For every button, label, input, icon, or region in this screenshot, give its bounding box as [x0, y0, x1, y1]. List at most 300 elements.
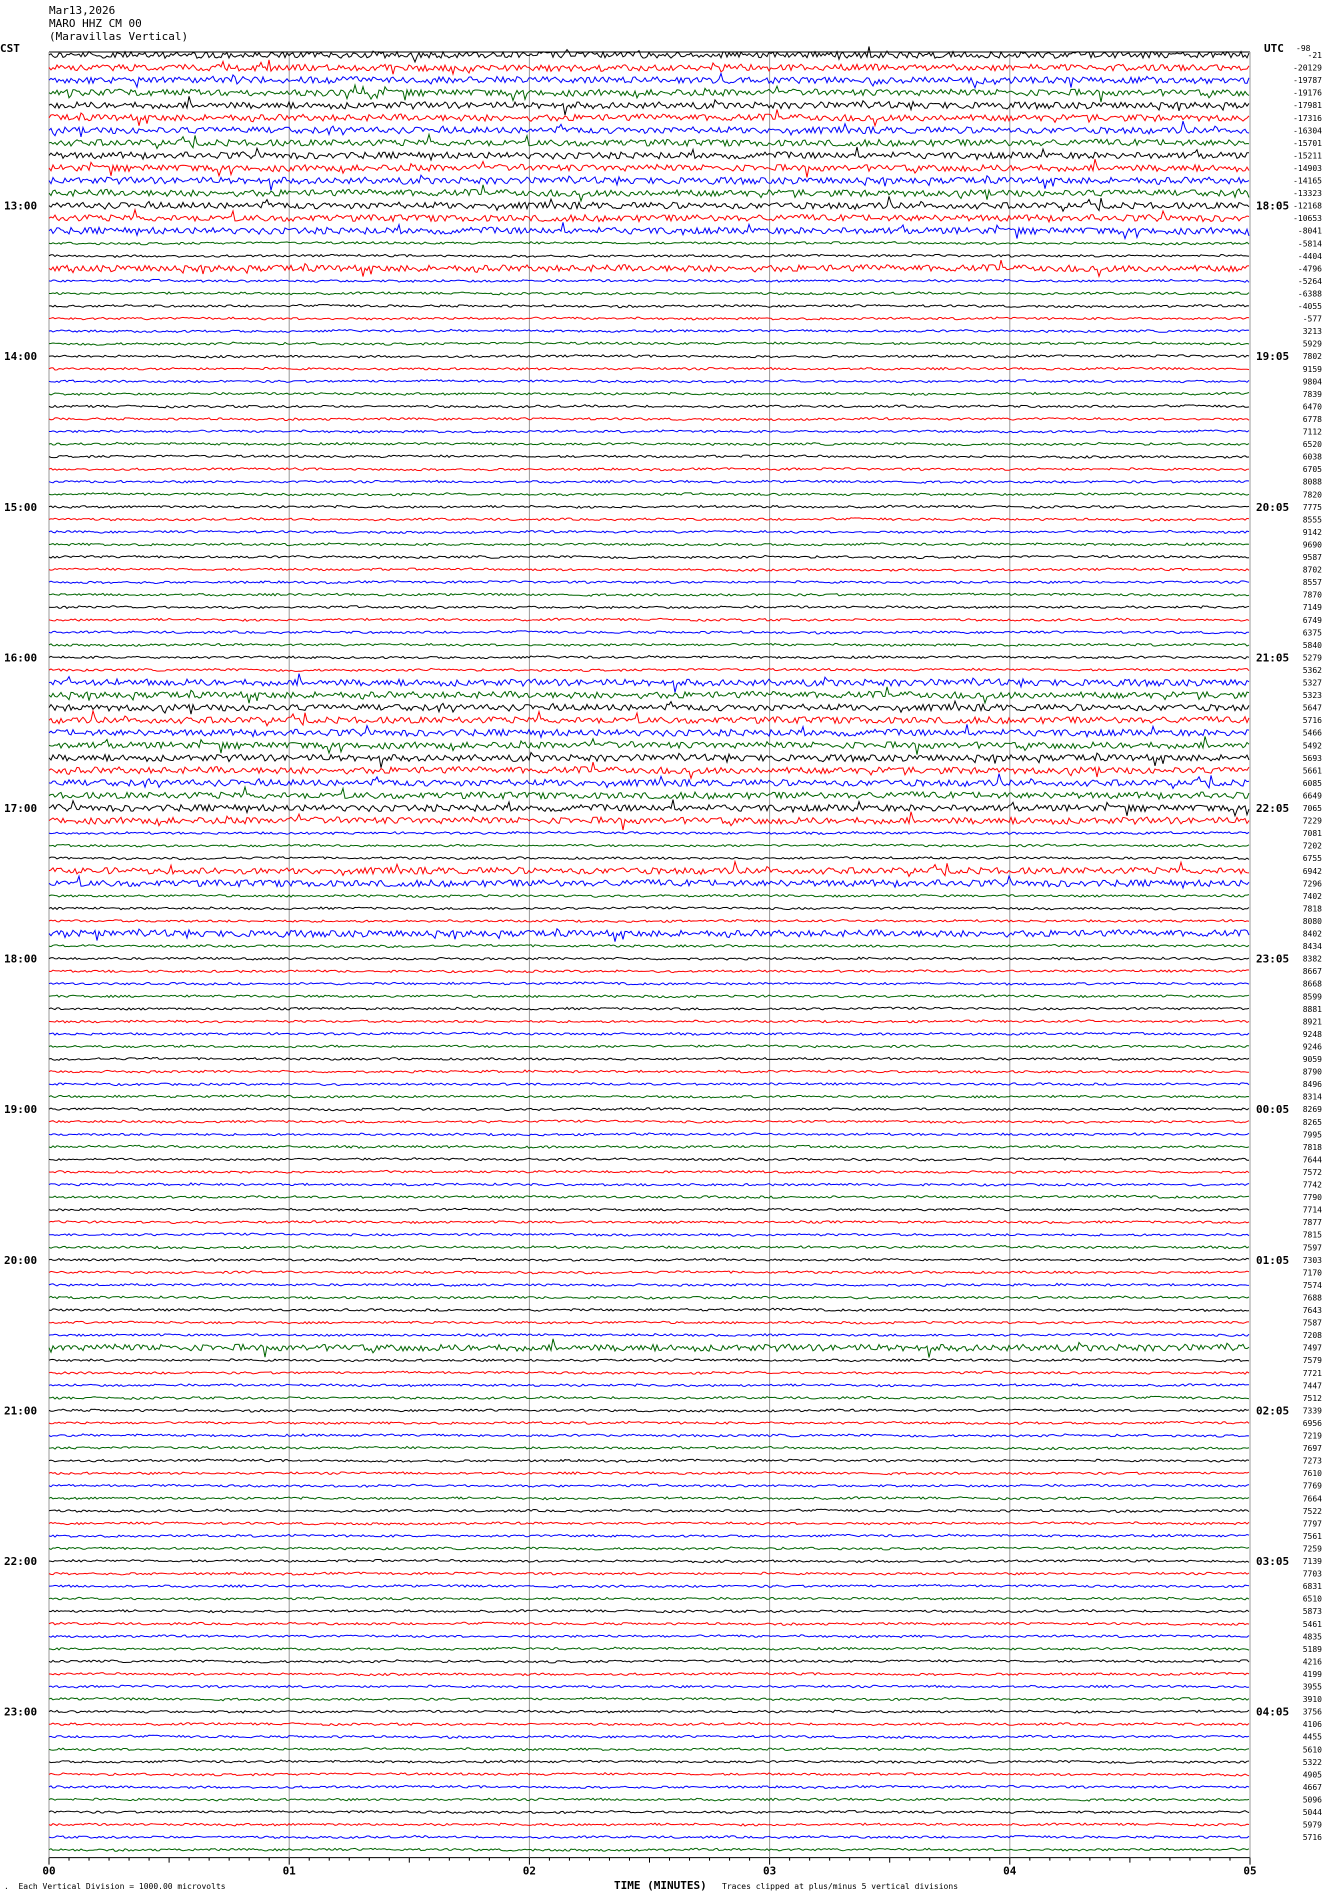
- trace-row: [49, 480, 1249, 483]
- trace-row: [49, 957, 1249, 960]
- row-offset-label: 4905: [1302, 1770, 1322, 1780]
- row-offset-label: 7742: [1302, 1180, 1322, 1190]
- row-offset-label: -14165: [1293, 176, 1322, 186]
- row-offset-label: 7339: [1302, 1406, 1322, 1416]
- trace-row: [49, 329, 1249, 332]
- trace-row: [49, 643, 1249, 646]
- trace-row: [49, 568, 1249, 571]
- trace-row: [49, 1221, 1249, 1224]
- trace-row: [49, 260, 1249, 276]
- row-offset-label: 5461: [1302, 1619, 1322, 1629]
- row-offset-label: -10653: [1293, 214, 1322, 224]
- trace-row: [49, 1057, 1249, 1060]
- trace-row: [49, 970, 1249, 973]
- trace-row: [49, 1384, 1249, 1387]
- trace-row: [49, 222, 1249, 238]
- row-offset-label: 8496: [1302, 1080, 1322, 1090]
- trace-row: [49, 1195, 1249, 1198]
- scale-note: . Each Vertical Division = 1000.00 microvolts: [4, 1882, 226, 1891]
- top-right-label: -98: [1296, 44, 1311, 53]
- trace-row: [49, 1371, 1249, 1374]
- row-offset-label: 7775: [1302, 502, 1322, 512]
- row-offset-label: 7402: [1302, 891, 1322, 901]
- trace-row: [49, 1434, 1249, 1437]
- row-offset-label: 8434: [1302, 942, 1322, 952]
- row-offset-label: 6956: [1302, 1418, 1322, 1428]
- row-offset-label: 5279: [1302, 653, 1322, 663]
- row-offset-label: -17316: [1293, 113, 1322, 123]
- row-offset-label: -14903: [1293, 163, 1322, 173]
- row-offset-label: 9248: [1302, 1029, 1322, 1039]
- row-offset-label: 7273: [1302, 1456, 1322, 1466]
- row-offset-label: 6375: [1302, 628, 1322, 638]
- row-offset-label: 4835: [1302, 1632, 1322, 1642]
- row-offset-label: 7818: [1302, 1142, 1322, 1152]
- row-offset-label: 4106: [1302, 1720, 1322, 1730]
- row-offset-label: 9690: [1302, 540, 1322, 550]
- trace-row: [49, 147, 1249, 160]
- row-offset-label: 5362: [1302, 665, 1322, 675]
- trace-row: [49, 134, 1249, 148]
- utc-hour-label: 21:05: [1256, 651, 1290, 665]
- row-offset-label: -4404: [1297, 251, 1322, 261]
- trace-row: [49, 857, 1249, 860]
- trace-row: [49, 1108, 1249, 1111]
- trace-row: [49, 196, 1249, 211]
- cst-hour-label: 18:00: [4, 952, 38, 966]
- trace-row: [49, 1547, 1249, 1550]
- row-offset-label: 6085: [1302, 778, 1322, 788]
- trace-row: [49, 1522, 1249, 1525]
- row-offset-label: 7208: [1302, 1331, 1322, 1341]
- row-offset-label: 7081: [1302, 829, 1322, 839]
- trace-row: [49, 342, 1249, 345]
- row-offset-label: -577: [1302, 314, 1322, 324]
- trace-row: [49, 1710, 1249, 1713]
- trace-row: [49, 1359, 1249, 1362]
- trace-row: [49, 1610, 1249, 1613]
- row-offset-label: 7820: [1302, 490, 1322, 500]
- trace-row: [49, 1685, 1249, 1688]
- trace-row: [49, 1698, 1249, 1701]
- trace-row: [49, 1585, 1249, 1588]
- trace-row: [49, 787, 1249, 799]
- row-offset-label: 5979: [1302, 1820, 1322, 1830]
- trace-row: [49, 907, 1249, 910]
- trace-row: [49, 1271, 1249, 1274]
- cst-hour-label: 16:00: [4, 651, 38, 665]
- trace-row: [49, 1848, 1249, 1851]
- row-offset-label: 5323: [1302, 691, 1322, 701]
- trace-row: [49, 1333, 1249, 1336]
- row-offset-label: 7664: [1302, 1494, 1322, 1504]
- row-offset-label: 6038: [1302, 452, 1322, 462]
- trace-row: [49, 656, 1249, 659]
- trace-row: [49, 367, 1249, 370]
- trace-row: [49, 1032, 1249, 1035]
- clip-note: Traces clipped at plus/minus 5 vertical divisions: [722, 1882, 959, 1891]
- row-offset-label: 6749: [1302, 615, 1322, 625]
- trace-row: [49, 1283, 1249, 1286]
- trace-row: [49, 844, 1249, 847]
- utc-hour-label: 22:05: [1256, 802, 1290, 815]
- trace-row: [49, 631, 1249, 634]
- trace-row: [49, 1396, 1249, 1399]
- row-offset-label: 7219: [1302, 1431, 1322, 1441]
- trace-row: [49, 1321, 1249, 1324]
- row-offset-label: 6649: [1302, 791, 1322, 801]
- trace-row: [49, 800, 1249, 816]
- row-offset-label: 6755: [1302, 854, 1322, 864]
- x-tick-label: 02: [522, 1864, 537, 1878]
- row-offset-label: 6705: [1302, 465, 1322, 475]
- trace-row: [49, 674, 1249, 693]
- station-code: MARO HHZ CM 00: [49, 17, 142, 30]
- cst-hour-label: 21:00: [4, 1404, 38, 1418]
- trace-row: [49, 1748, 1249, 1751]
- row-offset-label: 3910: [1302, 1695, 1322, 1705]
- row-offset-label: 8790: [1302, 1067, 1322, 1077]
- trace-row: [49, 606, 1249, 609]
- trace-row: [49, 1007, 1249, 1010]
- row-offset-label: 4667: [1302, 1782, 1322, 1792]
- row-offset-label: 7769: [1302, 1481, 1322, 1491]
- row-offset-label: 7688: [1302, 1293, 1322, 1303]
- trace-row: [49, 430, 1249, 433]
- row-offset-label: 7610: [1302, 1469, 1322, 1479]
- row-offset-label: 4455: [1302, 1732, 1322, 1742]
- row-offset-label: -6388: [1297, 289, 1322, 299]
- row-offset-label: 7574: [1302, 1280, 1322, 1290]
- trace-row: [49, 1339, 1249, 1358]
- row-offset-label: 8599: [1302, 992, 1322, 1002]
- trace-row: [49, 555, 1249, 558]
- trace-row: [49, 455, 1249, 458]
- trace-row: [49, 581, 1249, 584]
- trace-row: [49, 1559, 1249, 1562]
- trace-row: [49, 175, 1249, 190]
- trace-row: [49, 711, 1249, 726]
- trace-row: [49, 392, 1249, 395]
- row-offset-label: 3756: [1302, 1707, 1322, 1717]
- trace-row: [49, 982, 1249, 985]
- cst-hour-label: 19:00: [4, 1103, 38, 1117]
- row-offset-label: 8402: [1302, 929, 1322, 939]
- row-offset-label: 8668: [1302, 979, 1322, 989]
- trace-row: [49, 1660, 1249, 1663]
- row-offset-label: 5096: [1302, 1795, 1322, 1805]
- row-offset-label: 5044: [1302, 1808, 1322, 1817]
- trace-row: [49, 812, 1249, 830]
- row-offset-label: 7995: [1302, 1130, 1322, 1140]
- row-offset-label: 7512: [1302, 1393, 1322, 1403]
- trace-row: [49, 1497, 1249, 1500]
- trace-row: [49, 1095, 1249, 1098]
- trace-row: [49, 1635, 1249, 1638]
- trace-row: [49, 1296, 1249, 1299]
- trace-row: [49, 736, 1249, 754]
- row-offset-label: 7815: [1302, 1230, 1322, 1240]
- trace-row: [49, 380, 1249, 383]
- row-offset-label: 9159: [1302, 364, 1322, 374]
- cst-hour-label: 22:00: [4, 1555, 38, 1568]
- trace-row: [49, 753, 1249, 768]
- row-offset-label: 7259: [1302, 1544, 1322, 1554]
- row-offset-label: -15701: [1293, 138, 1322, 148]
- row-offset-label: 8080: [1302, 916, 1322, 926]
- row-offset-label: 5466: [1302, 728, 1322, 738]
- row-offset-label: 8314: [1302, 1092, 1322, 1102]
- utc-hour-label: 18:05: [1256, 199, 1290, 213]
- row-offset-label: 5716: [1302, 716, 1322, 726]
- trace-row: [49, 724, 1249, 737]
- row-offset-label: 8921: [1302, 1017, 1322, 1027]
- trace-row: [49, 1810, 1249, 1813]
- trace-row: [49, 1823, 1249, 1826]
- row-offset-label: 8555: [1302, 515, 1322, 525]
- row-offset-label: -17981: [1293, 101, 1322, 111]
- trace-row: [49, 1145, 1249, 1148]
- trace-row: [49, 1233, 1249, 1236]
- trace-row: [49, 185, 1249, 201]
- trace-row: [49, 210, 1249, 222]
- trace-row: [49, 895, 1249, 898]
- trace-row: [49, 762, 1249, 778]
- trace-row: [49, 518, 1249, 521]
- utc-hour-label: 19:05: [1256, 350, 1290, 364]
- row-offset-label: 7170: [1302, 1268, 1322, 1278]
- trace-row: [49, 945, 1249, 948]
- trace-row: [49, 1083, 1249, 1086]
- trace-row: [49, 701, 1249, 714]
- row-offset-label: 9804: [1302, 377, 1322, 387]
- row-offset-label: -5814: [1297, 239, 1322, 249]
- row-offset-label: 7721: [1302, 1368, 1322, 1378]
- row-offset-label: -4055: [1297, 302, 1322, 311]
- left-timezone-label: CST: [0, 42, 20, 55]
- utc-hour-label: 00:05: [1256, 1103, 1290, 1117]
- cst-hour-label: 17:00: [4, 802, 38, 815]
- row-offset-label: 7870: [1302, 590, 1322, 600]
- row-offset-label: 8265: [1302, 1117, 1322, 1127]
- row-offset-label: 7202: [1302, 841, 1322, 851]
- row-offset-label: 6831: [1302, 1582, 1322, 1592]
- trace-row: [49, 1020, 1249, 1023]
- x-tick-label: 00: [42, 1864, 56, 1878]
- row-offset-label: 8702: [1302, 565, 1322, 575]
- trace-row: [49, 543, 1249, 546]
- row-offset-label: 7797: [1302, 1519, 1322, 1529]
- trace-row: [49, 1773, 1249, 1776]
- utc-hour-label: 02:05: [1256, 1404, 1290, 1418]
- trace-row: [49, 929, 1249, 942]
- trace-row: [49, 668, 1249, 671]
- row-offset-label: 7597: [1302, 1243, 1322, 1253]
- cst-hour-label: 20:00: [4, 1253, 38, 1267]
- utc-hour-label: 23:05: [1256, 952, 1290, 966]
- row-offset-label: -5264: [1297, 276, 1322, 286]
- row-offset-label: 7572: [1302, 1167, 1322, 1177]
- utc-hour-label: 01:05: [1256, 1253, 1290, 1267]
- row-offset-label: 8269: [1302, 1105, 1322, 1115]
- trace-row: [49, 1208, 1249, 1211]
- trace-row: [49, 1723, 1249, 1726]
- trace-row: [49, 292, 1249, 295]
- trace-row: [49, 355, 1249, 358]
- row-offset-label: 7296: [1302, 879, 1322, 889]
- trace-row: [49, 1308, 1249, 1311]
- plot-date: Mar13,2026: [49, 4, 116, 17]
- row-offset-label: 8881: [1302, 1004, 1322, 1014]
- trace-row: [49, 159, 1249, 177]
- row-offset-label: 7587: [1302, 1318, 1322, 1328]
- trace-row: [49, 1409, 1249, 1412]
- trace-row: [49, 920, 1249, 923]
- trace-row: [49, 1786, 1249, 1789]
- trace-row: [49, 85, 1249, 102]
- row-offset-label: 5716: [1302, 1833, 1322, 1843]
- trace-row: [49, 1070, 1249, 1073]
- row-offset-label: 7818: [1302, 904, 1322, 914]
- trace-row: [49, 1673, 1249, 1676]
- trace-row: [49, 1258, 1249, 1261]
- row-offset-label: 7697: [1302, 1444, 1322, 1454]
- row-offset-label: 7877: [1302, 1218, 1322, 1228]
- utc-hour-label: 04:05: [1256, 1705, 1290, 1719]
- x-tick-label: 05: [1243, 1864, 1257, 1878]
- row-offset-label: 6510: [1302, 1594, 1322, 1604]
- row-offset-label: 7229: [1302, 816, 1322, 826]
- row-offset-label: 3955: [1302, 1682, 1322, 1692]
- row-offset-label: 5327: [1302, 678, 1322, 688]
- trace-row: [49, 1446, 1249, 1449]
- row-offset-label: 5693: [1302, 753, 1322, 763]
- row-offset-label: 5840: [1302, 640, 1322, 650]
- trace-row: [49, 493, 1249, 496]
- x-axis-label: TIME (MINUTES): [614, 1879, 707, 1892]
- row-offset-label: 7703: [1302, 1569, 1322, 1579]
- row-offset-label: 5322: [1302, 1757, 1322, 1767]
- cst-hour-label: 13:00: [4, 199, 38, 213]
- row-offset-label: 9246: [1302, 1042, 1322, 1052]
- row-offset-label: 5492: [1302, 741, 1322, 751]
- trace-row: [49, 418, 1249, 421]
- trace-row: [49, 1045, 1249, 1048]
- trace-row: [49, 505, 1249, 508]
- row-offset-label: 7790: [1302, 1193, 1322, 1203]
- trace-row: [49, 1158, 1249, 1161]
- row-offset-label: 7497: [1302, 1343, 1322, 1353]
- trace-row: [49, 1484, 1249, 1487]
- row-offset-label: -19176: [1293, 88, 1322, 98]
- trace-row: [49, 687, 1249, 703]
- row-offset-label: 5873: [1302, 1607, 1322, 1617]
- row-offset-label: 7802: [1302, 352, 1322, 362]
- x-tick-label: 03: [762, 1864, 777, 1878]
- station-name: (Maravillas Vertical): [49, 30, 189, 43]
- row-offset-label: -12168: [1293, 201, 1322, 211]
- row-offset-label: 7149: [1302, 603, 1322, 613]
- row-offset-label: 7561: [1302, 1531, 1322, 1541]
- trace-row: [49, 317, 1249, 320]
- row-offset-label: 7644: [1302, 1155, 1322, 1165]
- row-offset-label: 9587: [1302, 553, 1322, 562]
- trace-row: [49, 1246, 1249, 1249]
- trace-row: [49, 995, 1249, 998]
- trace-row: [49, 121, 1249, 137]
- row-offset-label: 6778: [1302, 414, 1322, 424]
- trace-row: [49, 1472, 1249, 1475]
- trace-row: [49, 1760, 1249, 1763]
- trace-row: [49, 1183, 1249, 1186]
- row-offset-label: -19787: [1293, 76, 1322, 86]
- right-timezone-label: UTC: [1264, 42, 1284, 55]
- trace-row: [49, 1735, 1249, 1738]
- trace-row: [49, 1647, 1249, 1650]
- row-offset-label: 4216: [1302, 1657, 1322, 1667]
- trace-row: [49, 468, 1249, 471]
- trace-row: [49, 47, 1249, 62]
- trace-row: [49, 1120, 1249, 1123]
- row-offset-label: 7579: [1302, 1356, 1322, 1366]
- trace-row: [49, 1798, 1249, 1801]
- row-offset-label: 4199: [1302, 1669, 1322, 1679]
- x-tick-label: 01: [282, 1864, 296, 1878]
- row-offset-label: -21: [1307, 51, 1322, 60]
- trace-row: [49, 110, 1249, 126]
- cst-hour-label: 15:00: [4, 500, 38, 514]
- row-offset-label: 8667: [1302, 967, 1322, 977]
- trace-row: [49, 242, 1249, 245]
- row-offset-label: 8382: [1302, 954, 1322, 964]
- row-offset-label: 5610: [1302, 1745, 1322, 1755]
- trace-row: [49, 876, 1249, 888]
- trace-row: [49, 862, 1249, 877]
- row-offset-label: 9059: [1302, 1055, 1322, 1064]
- row-offset-label: 7303: [1302, 1255, 1322, 1265]
- trace-row: [49, 1170, 1249, 1173]
- row-offset-label: 7112: [1302, 427, 1322, 437]
- trace-row: [49, 1459, 1249, 1462]
- row-offset-label: -20129: [1293, 63, 1322, 73]
- trace-row: [49, 774, 1249, 789]
- utc-hour-label: 03:05: [1256, 1555, 1290, 1568]
- trace-row: [49, 1509, 1249, 1512]
- trace-row: [49, 1835, 1249, 1838]
- x-tick-label: 04: [1003, 1864, 1017, 1878]
- row-offset-label: 6942: [1302, 866, 1322, 876]
- row-offset-label: 5189: [1302, 1644, 1322, 1654]
- row-offset-label: 6470: [1302, 402, 1322, 412]
- utc-hour-label: 20:05: [1256, 500, 1290, 514]
- row-offset-label: 7839: [1302, 389, 1322, 399]
- row-offset-label: 5647: [1302, 703, 1322, 713]
- trace-row: [49, 1421, 1249, 1424]
- row-offset-label: 5661: [1302, 766, 1322, 776]
- row-offset-label: 6520: [1302, 440, 1322, 450]
- trace-row: [49, 254, 1249, 257]
- row-offset-label: -13323: [1293, 189, 1322, 199]
- row-offset-label: 7139: [1302, 1557, 1322, 1566]
- trace-row: [49, 305, 1249, 308]
- row-offset-label: -15211: [1293, 151, 1322, 161]
- trace-row: [49, 831, 1249, 834]
- trace-row: [49, 1534, 1249, 1537]
- trace-row: [49, 1133, 1249, 1136]
- trace-row: [49, 279, 1249, 282]
- trace-row: [49, 405, 1249, 408]
- row-offset-label: 7522: [1302, 1506, 1322, 1516]
